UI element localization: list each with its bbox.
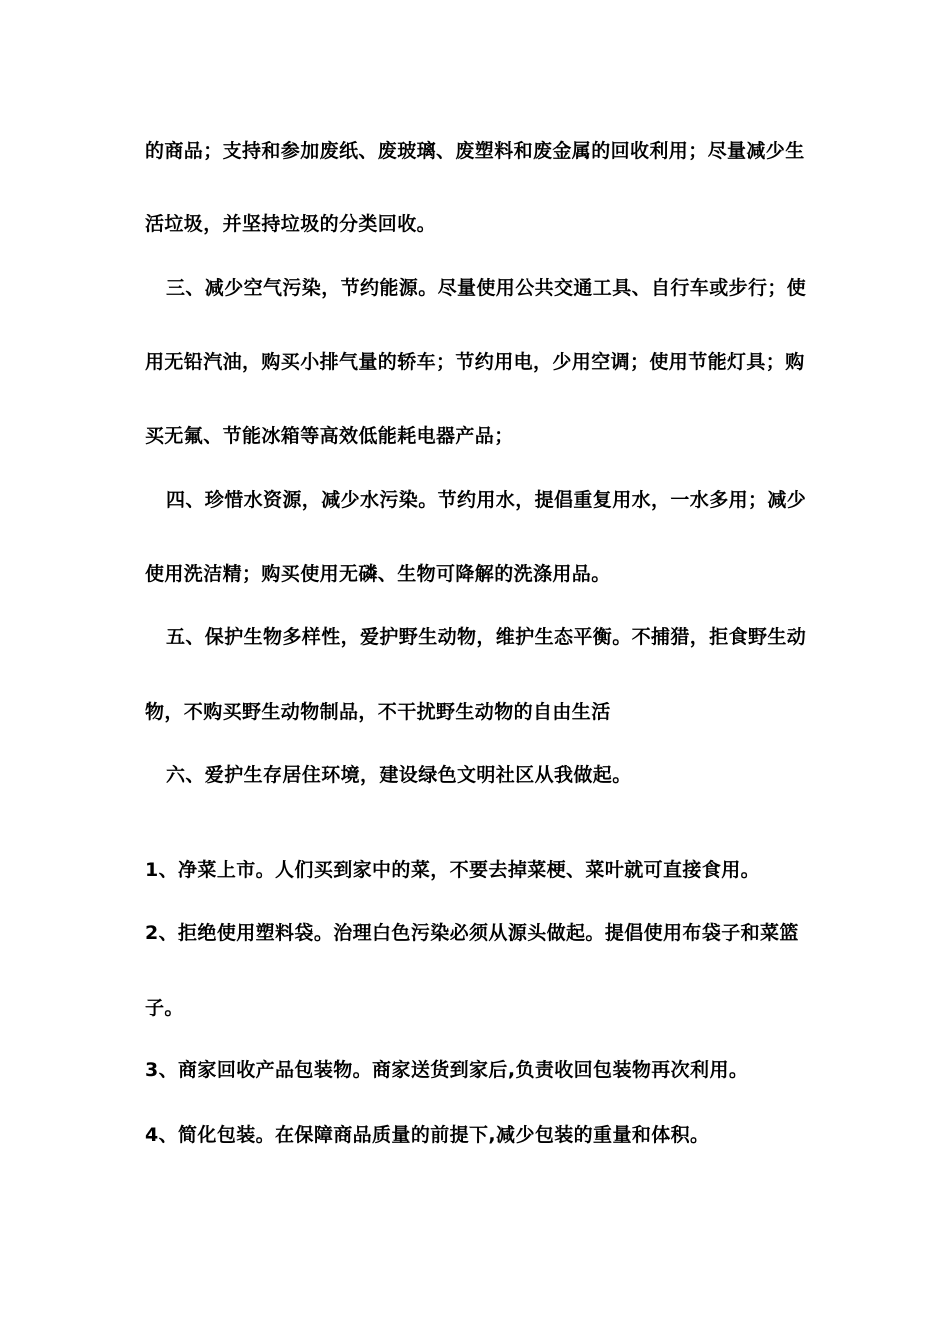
section-five-heading-line: 五、保护生物多样性，爱护野生动物，维护生态平衡。不捕猎，拒食野生动 [166, 626, 807, 648]
paragraph-line: 的商品；支持和参加废纸、废玻璃、废塑料和废金属的回收利用；尽量减少生 [145, 140, 805, 162]
section-three-heading-line: 三、减少空气污染，节约能源。尽量使用公共交通工具、自行车或步行；使 [166, 277, 807, 299]
list-item-1: 1、净菜上市。人们买到家中的菜，不要去掉菜梗、菜叶就可直接食用。 [145, 859, 761, 881]
paragraph-line: 物，不购买野生动物制品，不干扰野生动物的自由生活 [145, 701, 611, 723]
paragraph-line: 买无氟、节能冰箱等高效低能耗电器产品； [145, 425, 514, 447]
section-four-heading-line: 四、珍惜水资源，减少水污染。节约用水，提倡重复用水，一水多用；减少 [166, 489, 807, 511]
paragraph-line: 活垃圾，并坚持垃圾的分类回收。 [145, 213, 437, 235]
list-item-4: 4、简化包装。在保障商品质量的前提下,减少包装的重量和体积。 [145, 1124, 710, 1146]
paragraph-line: 使用洗洁精；购买使用无磷、生物可降解的洗涤用品。 [145, 563, 611, 585]
section-six-heading-line: 六、爱护生存居住环境，建设绿色文明社区从我做起。 [166, 764, 632, 786]
list-item-2: 2、拒绝使用塑料袋。治理白色污染必须从源头做起。提倡使用布袋子和菜篮 [145, 922, 799, 944]
list-item-2-continuation: 子。 [145, 997, 184, 1019]
list-item-3: 3、商家回收产品包装物。商家送货到家后,负责收回包装物再次利用。 [145, 1059, 749, 1081]
paragraph-line: 用无铅汽油，购买小排气量的轿车；节约用电，少用空调；使用节能灯具；购 [145, 351, 805, 373]
